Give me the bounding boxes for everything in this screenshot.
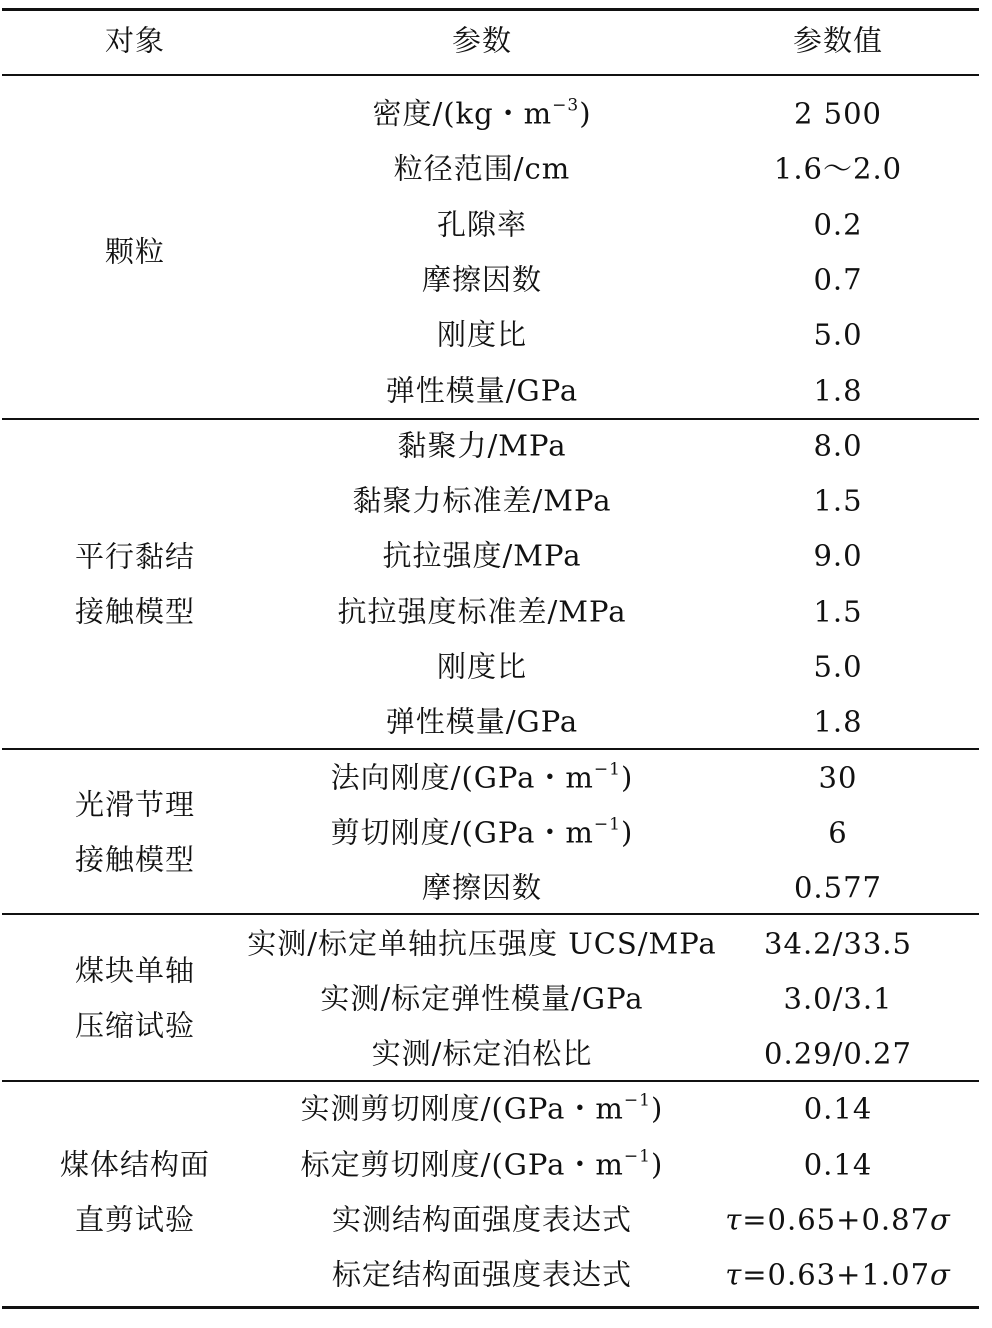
- header-object: 对象: [104, 23, 166, 58]
- param-cell: 孔隙率: [436, 207, 528, 242]
- unit-exponent: −1: [623, 1146, 651, 1167]
- value-cell: τ=0.63+1.07σ: [725, 1257, 951, 1292]
- param-cell: 黏聚力标准差/MPa: [352, 483, 612, 518]
- object-cell: 煤块单轴: [74, 953, 196, 988]
- value-cell: 6: [828, 815, 848, 850]
- group-rule: [2, 748, 979, 750]
- group-rule: [2, 913, 979, 915]
- param-cell: 抗拉强度标准差/MPa: [337, 594, 627, 629]
- value-cell: 1.8: [813, 373, 863, 407]
- param-cell: 弹性模量/GPa: [385, 373, 579, 407]
- param-cell: 黏聚力/MPa: [397, 428, 567, 463]
- param-cell: 法向刚度/(GPa・$m^{-1}$): [330, 759, 634, 795]
- param-cell: 摩擦因数: [421, 262, 543, 297]
- param-cell: 实测/标定单轴抗压强度 UCS/MPa: [247, 926, 717, 960]
- value-cell: 1.6～2.0: [773, 151, 903, 186]
- unit-exponent: −1: [623, 1090, 651, 1111]
- param-cell: 抗拉强度/MPa: [382, 538, 582, 573]
- param-cell: 实测剪切刚度/(GPa・$m^{-1}$): [300, 1090, 664, 1126]
- value-cell: 1.5: [813, 594, 863, 629]
- param-cell: 粒径范围/cm: [393, 151, 571, 186]
- object-cell: 接触模型: [74, 842, 196, 877]
- value-cell: 0.29/0.27: [764, 1036, 912, 1071]
- object-cell: 压缩试验: [74, 1008, 196, 1043]
- param-cell: 刚度比: [436, 649, 528, 684]
- param-cell: 剪切刚度/(GPa・$m^{-1}$): [330, 814, 634, 850]
- param-cell: 刚度比: [436, 317, 528, 352]
- param-cell: 实测/标定泊松比: [371, 1036, 593, 1071]
- value-cell: 5.0: [813, 649, 863, 684]
- param-cell: 标定剪切刚度/(GPa・$m^{-1}$): [300, 1146, 664, 1182]
- header-value: 参数值: [792, 23, 884, 58]
- value-cell: 5.0: [813, 317, 863, 352]
- param-cell: 标定结构面强度表达式: [331, 1257, 633, 1292]
- value-cell: τ=0.65+0.87σ: [725, 1202, 951, 1237]
- unit-exponent: −1: [593, 814, 621, 835]
- value-cell: 0.14: [803, 1091, 873, 1126]
- param-cell: 摩擦因数: [421, 870, 543, 905]
- object-cell: 煤体结构面: [59, 1147, 211, 1182]
- unit-exponent: −3: [552, 95, 580, 116]
- unit-exponent: −1: [593, 759, 621, 780]
- param-cell: 密度/(kg・$m^{-3}$): [372, 95, 592, 131]
- bottom-rule: [2, 1306, 979, 1309]
- value-cell: 0.2: [813, 207, 863, 242]
- value-cell: 2 500: [793, 96, 883, 131]
- object-cell: 接触模型: [74, 594, 196, 629]
- object-cell: 平行黏结: [74, 539, 196, 574]
- group-rule: [2, 1080, 979, 1082]
- header-param: 参数: [451, 23, 513, 58]
- value-cell: 0.14: [803, 1147, 873, 1182]
- header-rule: [2, 74, 979, 76]
- param-cell: 实测/标定弹性模量/GPa: [320, 981, 644, 1016]
- value-cell: 0.577: [793, 870, 883, 905]
- value-cell: 3.0/3.1: [783, 981, 893, 1016]
- object-cell: 直剪试验: [74, 1202, 196, 1237]
- value-cell: 1.5: [813, 483, 863, 518]
- value-cell: 0.7: [813, 262, 863, 297]
- value-cell: 8.0: [813, 428, 863, 463]
- value-cell: 30: [818, 760, 858, 795]
- value-cell: 9.0: [813, 538, 863, 573]
- object-cell: 颗粒: [104, 234, 166, 269]
- value-cell: 34.2/33.5: [764, 926, 912, 960]
- value-cell: 1.8: [813, 704, 863, 739]
- group-rule: [2, 418, 979, 420]
- top-rule: [2, 8, 979, 11]
- param-cell: 实测结构面强度表达式: [331, 1202, 633, 1237]
- object-cell: 光滑节理: [74, 787, 196, 822]
- param-cell: 弹性模量/GPa: [385, 704, 579, 739]
